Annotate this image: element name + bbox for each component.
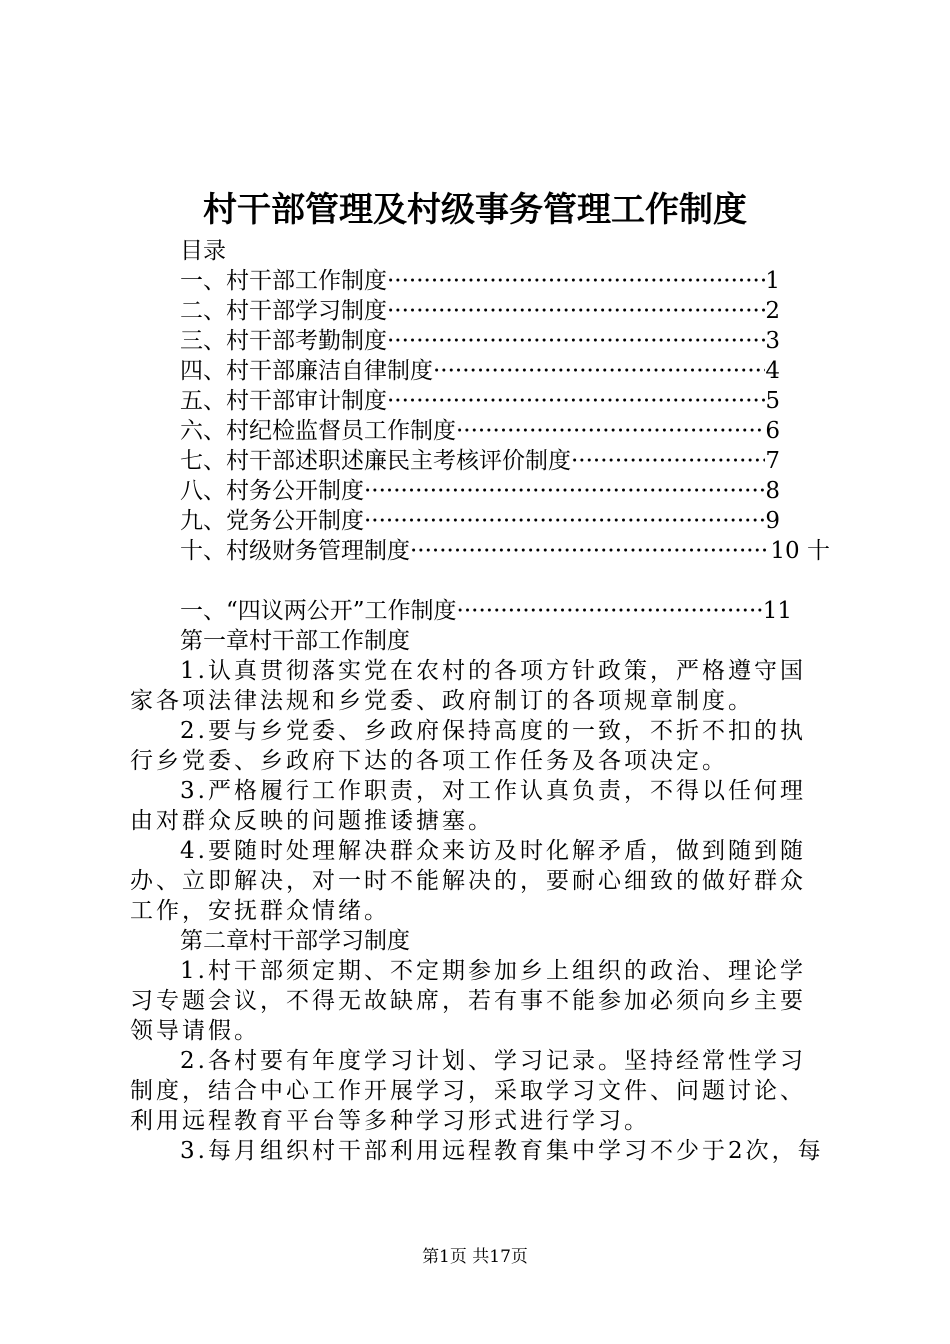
toc-entry-page: 6	[765, 418, 780, 444]
toc-entry[interactable]	[180, 386, 780, 416]
toc-entry-page: 10 十	[770, 538, 830, 564]
toc-leader	[456, 416, 765, 446]
toc-entry-page: 5	[765, 388, 780, 414]
toc-leader	[387, 326, 765, 356]
toc-entry[interactable]	[180, 296, 780, 326]
chapter-heading: 第一章村干部工作制度	[180, 628, 410, 654]
toc-entry-label: 九、党务公开制度	[180, 508, 364, 534]
toc-entry[interactable]	[180, 506, 780, 536]
toc-entry-label: 一、村干部工作制度	[180, 268, 387, 294]
toc-leader	[571, 446, 765, 476]
toc-entry-label: 三、村干部考勤制度	[180, 328, 387, 354]
toc-entry[interactable]	[180, 536, 830, 566]
page-footer: 第1页 共17页	[422, 1247, 528, 1267]
toc-entry[interactable]	[180, 266, 780, 296]
toc-entry-page: 3	[765, 328, 780, 354]
chapter-paragraph: 1.认真贯彻落实党在农村的各项方针政策，严格遵守国家各项法律法规和乡党委、政府制订的各项规章制度。	[130, 658, 806, 714]
toc-entry-label: 十、村级财务管理制度	[180, 538, 410, 564]
toc-entry-label: 四、村干部廉洁自律制度	[180, 358, 433, 384]
toc-entry-label: 五、村干部审计制度	[180, 388, 387, 414]
chapter-paragraph: 3.每月组织村干部利用远程教育集中学习不少于2次，每	[180, 1138, 824, 1164]
toc-entry-label: 二、村干部学习制度	[180, 298, 387, 324]
toc-leader	[387, 296, 765, 326]
toc-entry-label: 六、村纪检监督员工作制度	[180, 418, 456, 444]
toc-heading: 目录	[180, 238, 226, 264]
toc-entry-page: 4	[765, 358, 780, 384]
toc-entry-page: 9	[765, 508, 780, 534]
toc-entry[interactable]	[180, 446, 780, 476]
toc-entry-label: 八、村务公开制度	[180, 478, 364, 504]
toc-entry-page: 2	[765, 298, 780, 324]
chapter-paragraph: 3.严格履行工作职责，对工作认真负责，不得以任何理由对群众反映的问题推诿搪塞。	[130, 778, 806, 834]
chapter-paragraph: 2.各村要有年度学习计划、学习记录。坚持经常性学习制度，结合中心工作开展学习，采取学习文件、问题讨论、利用远程教育平台等多种学习形式进行学习。	[130, 1048, 806, 1134]
toc-entry[interactable]	[180, 416, 780, 446]
toc-entry-page: 7	[765, 448, 780, 474]
toc-entry[interactable]	[180, 596, 792, 626]
toc-leader	[364, 476, 765, 506]
toc-entry-label: 七、村干部述职述廉民主考核评价制度	[180, 448, 571, 474]
chapter-paragraph: 1.村干部须定期、不定期参加乡上组织的政治、理论学习专题会议，不得无故缺席，若有事不能参加必须向乡主要领导请假。	[130, 958, 806, 1044]
toc-entry-page: 11	[762, 598, 792, 624]
toc-leader	[387, 266, 765, 296]
toc-entry-page: 1	[765, 268, 780, 294]
chapter-heading: 第二章村干部学习制度	[180, 928, 410, 954]
toc-leader	[364, 506, 765, 536]
document-title: 村干部管理及村级事务管理工作制度	[203, 190, 747, 230]
toc-entry-label: 一、“四议两公开”工作制度	[180, 598, 457, 624]
toc-leader	[457, 596, 763, 626]
toc-leader	[410, 536, 770, 566]
toc-entry[interactable]	[180, 476, 780, 506]
chapter-paragraph: 2.要与乡党委、乡政府保持高度的一致，不折不扣的执行乡党委、乡政府下达的各项工作任务及各项决定。	[130, 718, 806, 774]
toc-entry[interactable]	[180, 326, 780, 356]
chapter-paragraph: 4.要随时处理解决群众来访及时化解矛盾，做到随到随办、立即解决，对一时不能解决的，要耐心细致的做好群众工作，安抚群众情绪。	[130, 838, 806, 924]
toc-entry[interactable]	[180, 356, 780, 386]
toc-leader	[433, 356, 765, 386]
toc-entry-page: 8	[765, 478, 780, 504]
toc-leader	[387, 386, 765, 416]
